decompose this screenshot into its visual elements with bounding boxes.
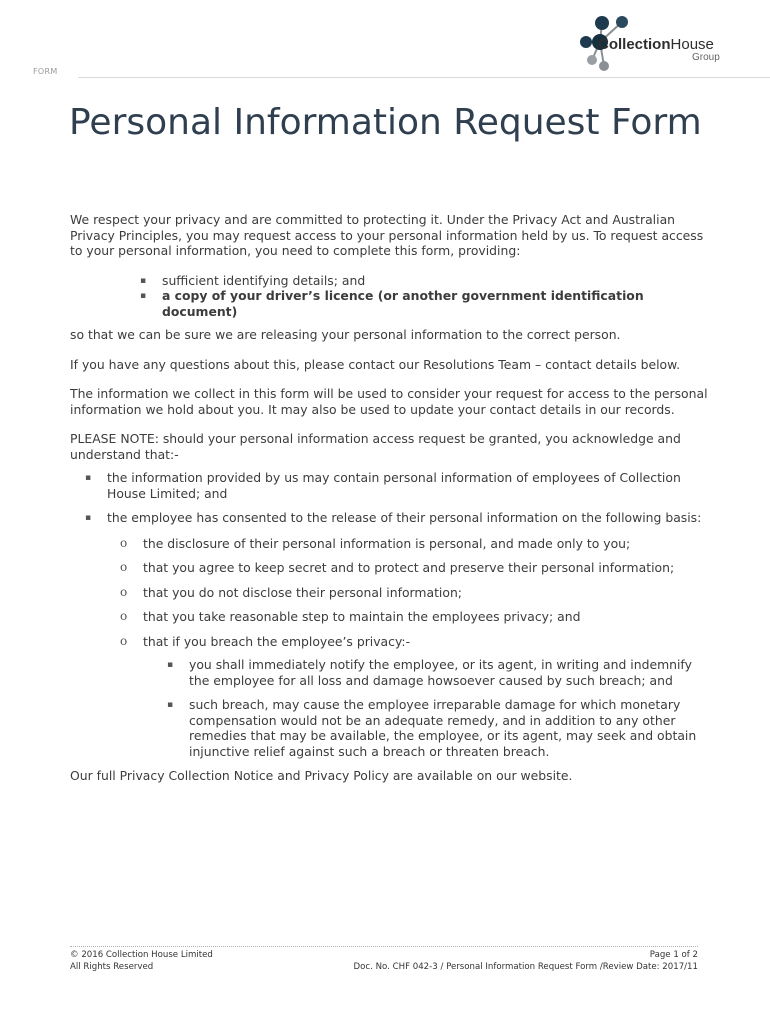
list-item-text: that if you breach the employee’s privacy:-: [143, 633, 411, 649]
breach-list: [189, 657, 710, 759]
page-title: Personal Information Request Form: [69, 102, 702, 143]
header-rule: [78, 77, 770, 78]
document-body: [70, 212, 710, 798]
list-item: [143, 634, 710, 760]
list-item: ▪ a copy of your driver’s licence (or another government identification document): [162, 288, 710, 319]
list-item: ▪ you shall immediately notify the employee, or its agent, in writing and indemnify the employee for all loss and damage howsoever caused by such breach; and: [189, 657, 710, 688]
company-logo: [578, 14, 748, 76]
please-note-paragraph: PLEASE NOTE: should your personal information access request be granted, you acknowledge and understand that:-: [70, 431, 681, 462]
logo-wordmark: [598, 36, 714, 53]
logo-name-regular: House: [670, 36, 714, 53]
questions-paragraph: If you have any questions about this, please contact our Resolutions Team – contact details below.: [70, 356, 681, 372]
logo-subtitle: Group: [692, 52, 720, 63]
closing-paragraph: Our full Privacy Collection Notice and Privacy Policy are available on our website.: [70, 768, 573, 783]
list-item: [107, 510, 710, 759]
list-item: o the disclosure of their personal information is personal, and made only to you;: [143, 536, 710, 552]
logo-name-bold: Collection: [598, 36, 671, 53]
intro-paragraph: We respect your privacy and are committed to protecting it. Under the Privacy Act and Australian Privacy Principles, you may request access to your personal information held by us. To request access to your personal information, you need to complete this form, providing:: [70, 212, 704, 258]
footer-rights: All Rights Reserved: [70, 962, 154, 972]
footer-page-number: Page 1 of 2: [649, 950, 698, 960]
form-label: FORM: [33, 67, 58, 76]
acknowledgements-list: [107, 470, 710, 759]
after-requirements-paragraph: so that we can be sure we are releasing your personal information to the correct person.: [70, 327, 621, 342]
list-item: ▪ sufficient identifying details; and: [162, 273, 710, 289]
footer-doc-number: Doc. No. CHF 042-3 / Personal Information Request Form /Review Date: 2017/11: [353, 962, 698, 972]
requirements-list: [162, 273, 710, 320]
list-item: ▪ such breach, may cause the employee irreparable damage for which monetary compensation would not be an adequate remedy, and in addition to any other remedies that may be available, the employee, or its agent, may seek and obtain injunctive relief against such a breach or threaten breach.: [189, 697, 710, 759]
usage-paragraph: The information we collect in this form will be used to consider your request for access to the personal information we hold about you. It may also be used to update your contact details in our records.: [70, 386, 708, 417]
footer-rule: [70, 946, 698, 947]
basis-list: [143, 536, 710, 760]
list-item: o that you do not disclose their personal information;: [143, 585, 710, 601]
list-item: ▪ the information provided by us may contain personal information of employees of Collection House Limited; and: [107, 470, 710, 501]
list-item: o that you take reasonable step to maintain the employees privacy; and: [143, 609, 710, 625]
list-item: o that you agree to keep secret and to protect and preserve their personal information;: [143, 560, 710, 576]
footer-copyright: © 2016 Collection House Limited: [70, 950, 213, 960]
list-item-text: the employee has consented to the release of their personal information on the following basis:: [107, 510, 702, 525]
